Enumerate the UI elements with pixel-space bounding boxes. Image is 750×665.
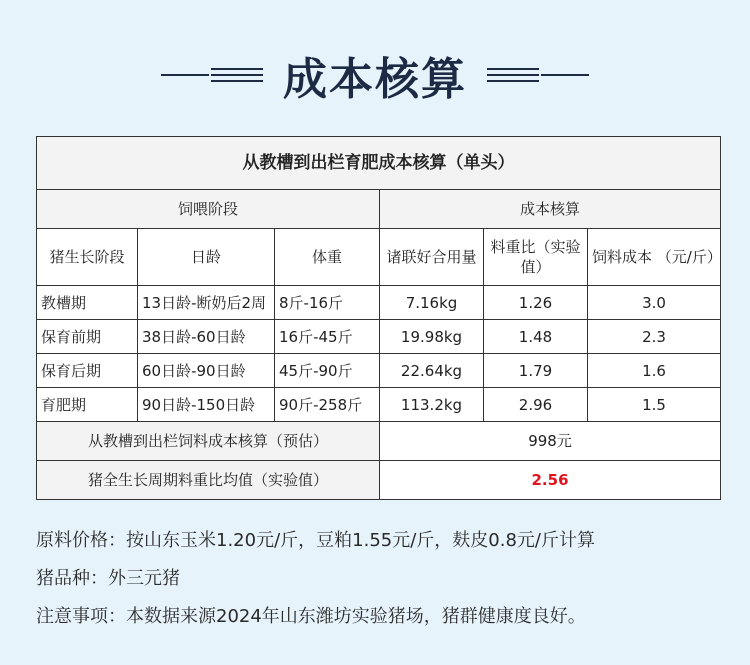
age-cell: 60日龄-90日龄 — [138, 354, 275, 388]
feed-ratio-cell: 1.79 — [484, 354, 588, 388]
feeding-stage-header: 饲喂阶段 — [37, 190, 380, 229]
weight-cell: 8斤-16斤 — [275, 286, 380, 320]
table-row — [37, 286, 721, 320]
avg-feed-ratio-label: 猪全生长周期料重比均值（实验值） — [37, 461, 380, 500]
page-title-area — [0, 40, 750, 110]
age-cell: 13日龄-断奶后2周 — [138, 286, 275, 320]
summary-row-avg-ratio — [37, 461, 721, 500]
cost-table — [36, 136, 721, 500]
feed-cost-cell: 3.0 — [588, 286, 721, 320]
total-cost-value: 998元 — [380, 422, 721, 461]
note-raw-material-price: 原料价格：按山东玉米1.20元/斤，豆粕1.55元/斤，麸皮0.8元/斤计算 — [36, 530, 595, 551]
page-title: 成本核算 — [283, 54, 467, 105]
age-cell: 90日龄-150日龄 — [138, 388, 275, 422]
feed-ratio-cell: 2.96 — [484, 388, 588, 422]
column-header-usage: 诸联好合用量 — [380, 229, 484, 286]
feed-ratio-cell: 1.48 — [484, 320, 588, 354]
notes — [36, 522, 736, 636]
avg-feed-ratio-value: 2.56 — [380, 461, 721, 500]
weight-cell: 90斤-258斤 — [275, 388, 380, 422]
column-header-feed-ratio: 料重比（实验值） — [484, 229, 588, 286]
note-caution: 注意事项：本数据来源2024年山东潍坊实验猪场，猪群健康度良好。 — [36, 606, 586, 627]
section-header-row — [37, 190, 721, 229]
column-header-weight: 体重 — [275, 229, 380, 286]
table-heading-row — [37, 137, 721, 190]
table-heading: 从教槽到出栏育肥成本核算（单头） — [37, 137, 721, 190]
column-header-row — [37, 229, 721, 286]
usage-cell: 19.98kg — [380, 320, 484, 354]
table-row — [37, 388, 721, 422]
column-header-stage: 猪生长阶段 — [37, 229, 138, 286]
table-row — [37, 320, 721, 354]
stage-cell: 保育后期 — [37, 354, 138, 388]
stage-cell: 教槽期 — [37, 286, 138, 320]
feed-cost-cell: 1.5 — [588, 388, 721, 422]
cost-accounting-header: 成本核算 — [380, 190, 721, 229]
feed-ratio-cell: 1.26 — [484, 286, 588, 320]
stage-cell: 保育前期 — [37, 320, 138, 354]
feed-cost-cell: 1.6 — [588, 354, 721, 388]
total-cost-label: 从教槽到出栏饲料成本核算（预估） — [37, 422, 380, 461]
summary-row-total-cost — [37, 422, 721, 461]
stage-cell: 育肥期 — [37, 388, 138, 422]
usage-cell: 113.2kg — [380, 388, 484, 422]
usage-cell: 7.16kg — [380, 286, 484, 320]
table-row — [37, 354, 721, 388]
usage-cell: 22.64kg — [380, 354, 484, 388]
note-pig-breed: 猪品种：外三元猪 — [36, 568, 180, 589]
feed-cost-cell: 2.3 — [588, 320, 721, 354]
column-header-age: 日龄 — [138, 229, 275, 286]
age-cell: 38日龄-60日龄 — [138, 320, 275, 354]
weight-cell: 16斤-45斤 — [275, 320, 380, 354]
column-header-feed-cost: 饲料成本 （元/斤） — [588, 229, 721, 286]
title-decoration-right — [485, 68, 589, 82]
weight-cell: 45斤-90斤 — [275, 354, 380, 388]
title-decoration-left — [161, 68, 265, 82]
